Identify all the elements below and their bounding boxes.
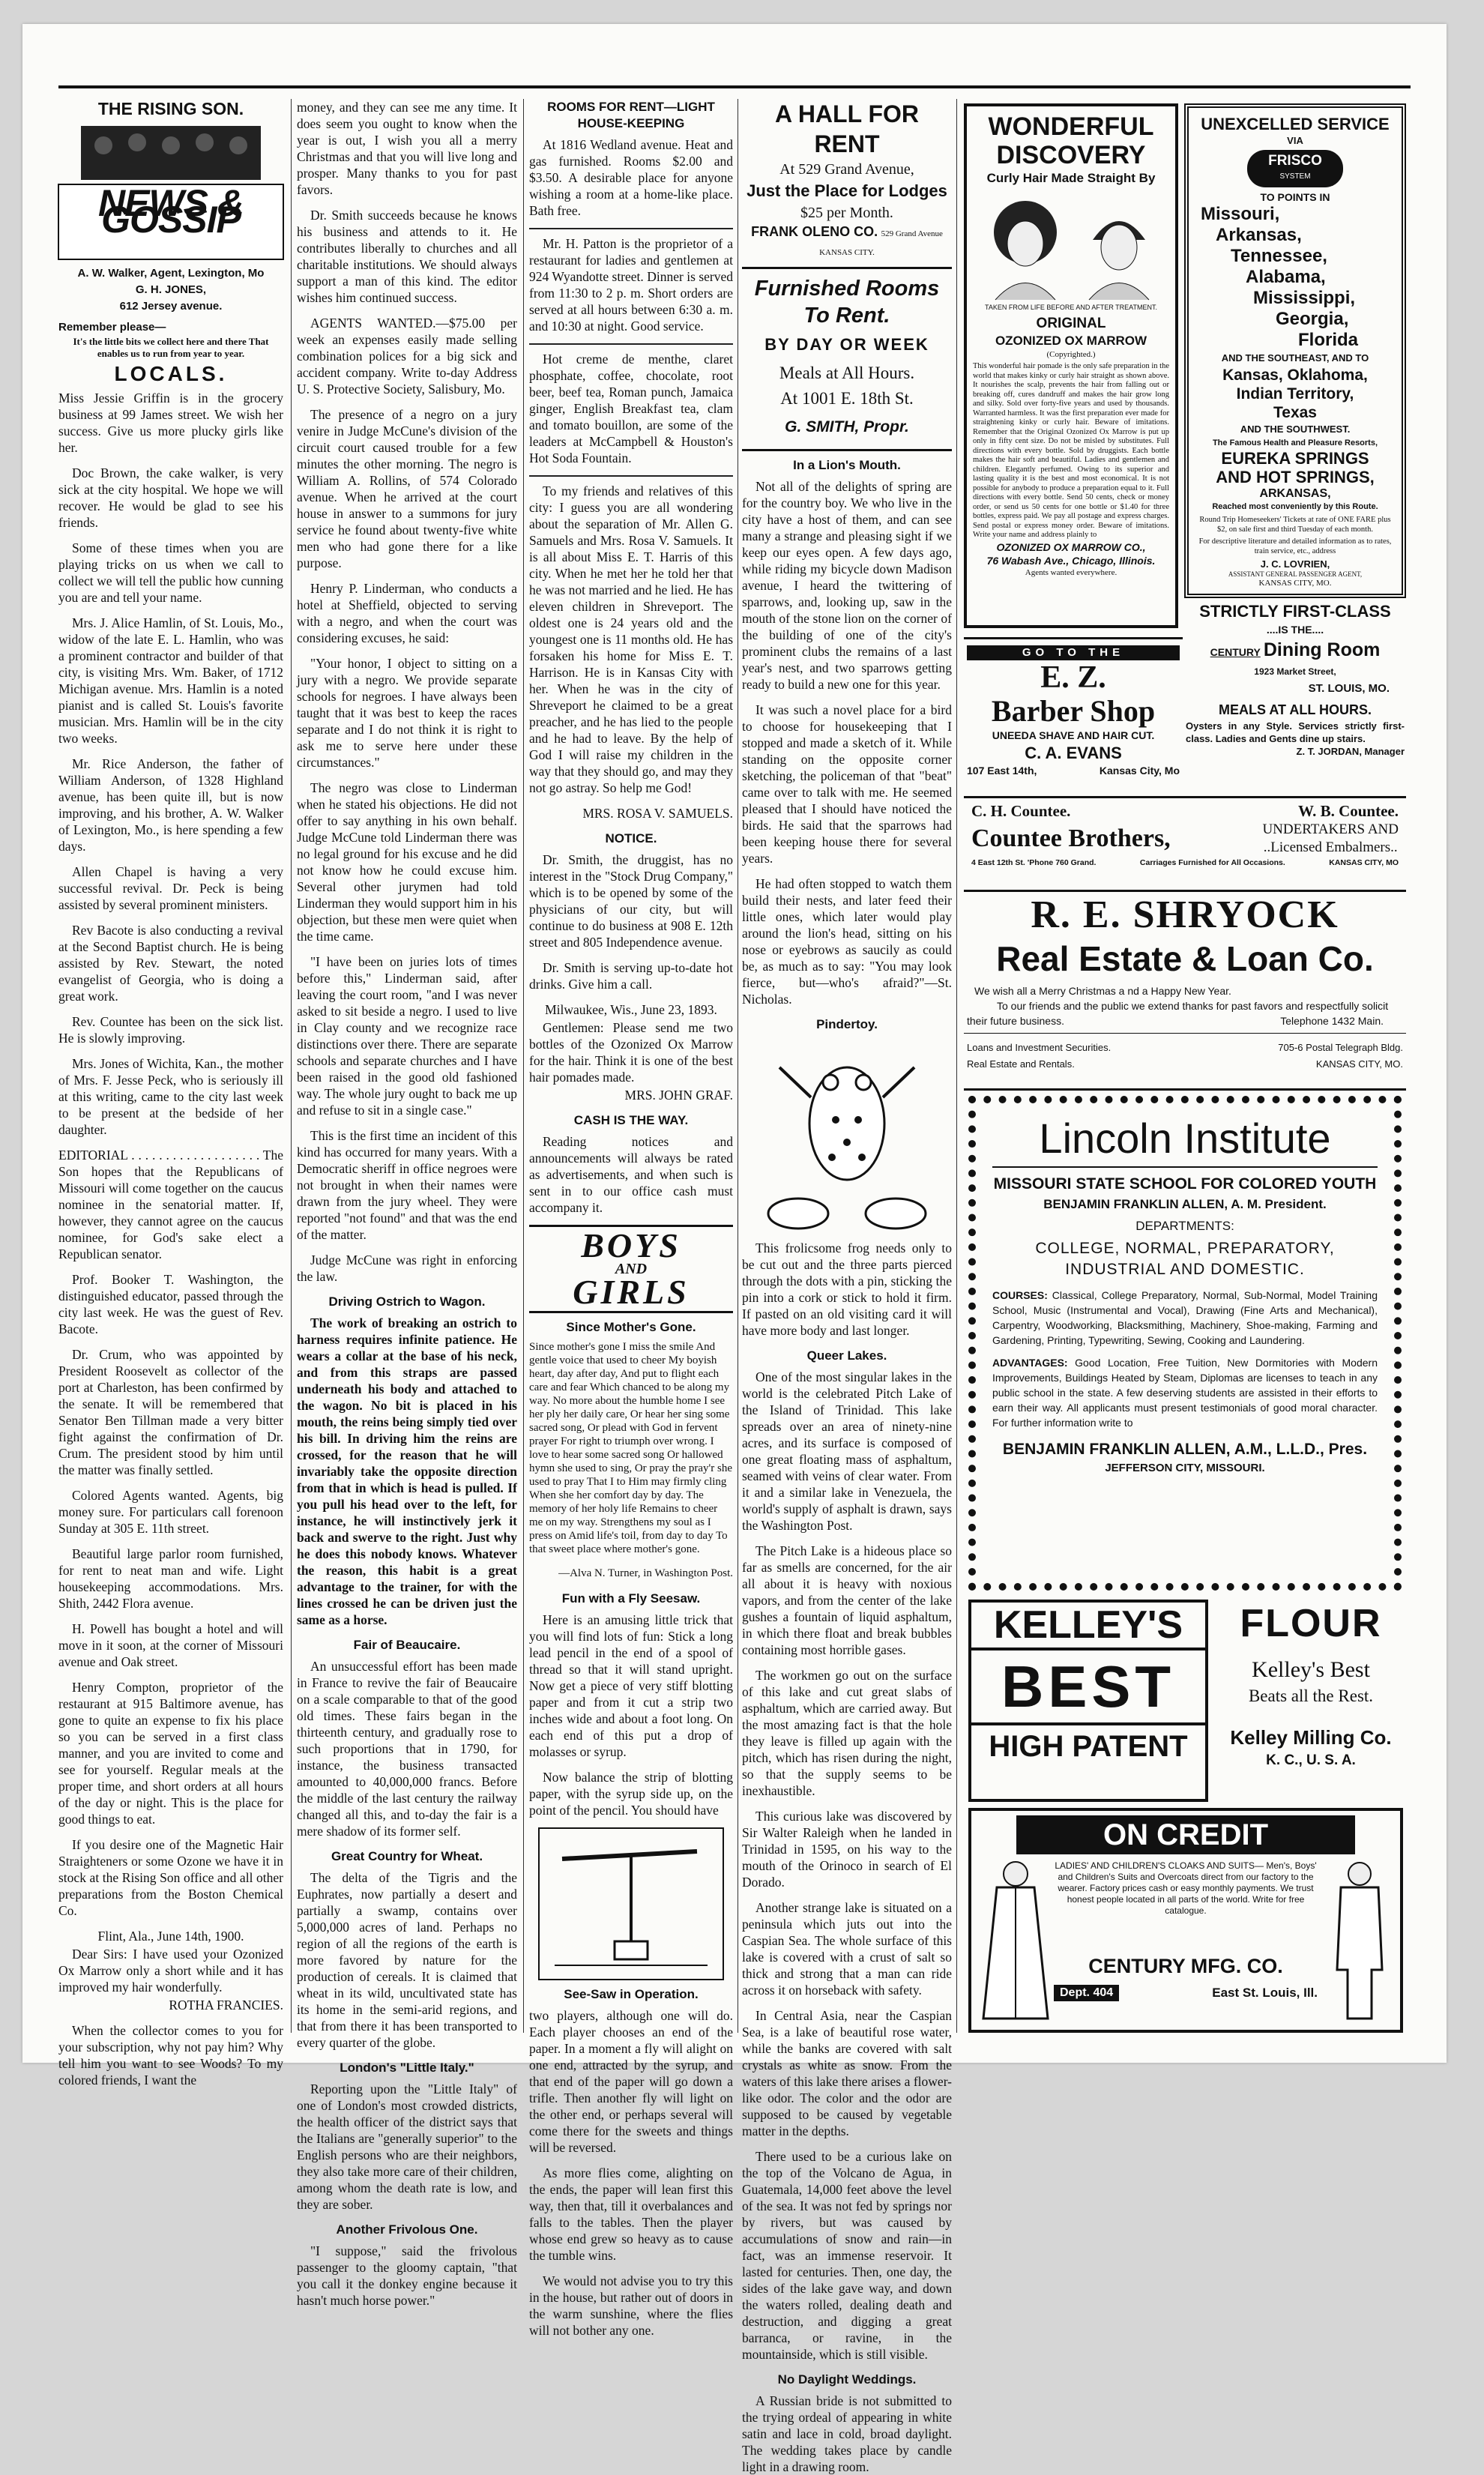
local-item: Allen Chapel is having a very successful revival. Dr. Peck is being assisted by several prominent ministers.	[58, 864, 283, 912]
article-text: "I have been on juries lots of times before this," Linderman said, after leaving the court room, "and I was never asked to sit beside a negro. I used to live in Clay county and we recognize race distinctions over there. There are separate schools and separate churches and I have been raised in the good old fashioned way. The whole jury ought to back me up and refuse to sit in a single case."	[297, 954, 517, 1118]
brand-best: BEST	[971, 1648, 1205, 1725]
ad-body: LADIES' AND CHILDREN'S CLOAKS AND SUITS— Men's, Boys' and Children's Suits and Overcoats direct from our factory to the wearer. Factory prices cash or easy monthly payments. We trust honest people located in all parts of the world. Write for free catalogue.	[1055, 1860, 1317, 1916]
ad-text: ..Licensed Embalmers..	[1263, 839, 1398, 855]
lincoln-institute-ad	[968, 1096, 1402, 1591]
ad-address: 1923 Market Street,	[1254, 666, 1336, 677]
article-heading: NOTICE.	[605, 831, 657, 845]
article-text: Dr. Smith is serving up-to-date hot drinks. Give him a call.	[529, 960, 733, 992]
resort: ARKANSAS,	[1259, 487, 1331, 500]
column-2	[297, 99, 517, 2308]
article-text: This frolicsome frog needs only to be cut out and the three parts pierced through the dots with a pin, sticking the pin into a cork or stick to hold it firm. If pasted on an old visiting card it will have more body and last longer.	[742, 1240, 952, 1338]
destination: Missouri,	[1201, 204, 1280, 224]
ad-text: Reached most conveniently by this Route.	[1212, 502, 1378, 511]
ad-label: ADVANTAGES:	[992, 1357, 1068, 1369]
ad-manager: Z. T. JORDAN, Manager	[1296, 746, 1405, 757]
girls-word: GIRLS	[573, 1273, 690, 1311]
frog-illustration	[742, 1037, 952, 1240]
ad-title: A HALL FOR RENT	[775, 100, 919, 157]
column-divider	[523, 99, 524, 2033]
brand-name: KELLEY'S	[993, 1603, 1183, 1647]
article-text: money, and they can see me any time. It does seem you ought to know when the year is out, I wish you all a merry Christmas and that you will live long and prosper. Many thanks to you for past favors.	[297, 100, 517, 197]
ad-body: This wonderful hair pomade is the only safe preparation in the world that makes kinky or curly hair straight as shown above. It nourishes the scalp, prevents the hair from falling out or breaking off, cures dandruff and makes the hair grow long and silky. Sold over forty-five years and used by thousands. Warranted harmless. It was the first preparation ever made for straightening kinky or curly hair. Beware of imitations. Remember that the Original Ozonized Ox Marrow is put up only in fifty cent size. Do not be misled by substitutes. Full directions with every bottle. Sold by druggists. Each bottle makes the hair soft and beautiful. Ladies and gentlemen and children. Elegantly perfumed. Owing to its superior and lasting quality it is the best and most economical. It is not possible for anybody to produce a preparation equal to it. Full directions with every bottle. Send 50 cents, check or money order, or send us 50 cents for one bottle or $1.40 for three bottles, express paid. We pay all postage and express charges. Send postal or express money order. Beware of imitations. Write your name and address plainly to	[973, 362, 1169, 539]
ad-title: Furnished Rooms	[754, 277, 940, 301]
hall-for-rent-ad	[742, 99, 952, 269]
destination: Kansas, Oklahoma,	[1222, 367, 1368, 384]
letter-body: Dear Sirs: I have used your Ozonized Ox Marrow only a short while and it has improved my hair wonderfully.	[58, 1947, 283, 1995]
article-text: Hot creme de menthe, claret phosphate, coffee, chocolate, root beer, beef tea, Roman punch, Jamaica ginger, English Breakfast tea, clam and tomato bouillon, are some of the leaders at McCampbell & Houston's Hot Soda Fountain.	[529, 352, 733, 465]
destination: Arkansas,	[1216, 225, 1302, 245]
masthead-title: THE RISING SON.	[97, 99, 244, 118]
ad-title: Barber Shop	[991, 694, 1156, 728]
destination: Texas	[1273, 404, 1317, 421]
resort: EUREKA SPRINGS	[1221, 449, 1369, 468]
article-text: The Pitch Lake is a hideous place so far as smells are concerned, for the air all about it is heavy with noxious vapors, and from the center of the lake gushes a fountain of liquid asphaltum, in which there float and break bubbles containing most horrible gases.	[742, 1543, 952, 1657]
ad-address: 705-6 Postal Telegraph Bldg.	[1278, 1042, 1403, 1053]
ad-company: Kelley Milling Co.	[1230, 1726, 1392, 1749]
ad-title: Countee Brothers,	[971, 825, 1171, 852]
article-text: As more flies come, alighting on the ends, the paper will lean first this way, then that, till it overbalances and falls to the tables. Then the player whose end grew so heavy as to cause the tumble wins.	[529, 2165, 733, 2263]
ad-text: The Famous Health and Pleasure Resorts,	[1212, 438, 1378, 447]
article-text: At 1816 Wedland avenue. Heat and gas furnished. Rooms $2.00 and $3.50. A desirable place for anyone wishing a room at a home-like place. Bath free.	[529, 137, 733, 218]
dining-room-ad	[1186, 601, 1405, 793]
ad-company: OZONIZED OX MARROW CO.,	[996, 540, 1146, 553]
shryock-ad	[964, 892, 1406, 1091]
local-item: Colored Agents wanted. Agents, big money sure. For particulars call forenoon Sunday at 305 E. 11th street.	[58, 1488, 283, 1536]
article-text: The presence of a negro on a jury venire in Judge McCune's division of the circuit court caused trouble for a few minutes the other morning. The negro is William A. Rollins, of 574 Colorado avenue. When he arrived at the court house in answer to a summons for jury service he found about twenty-five white men who had gone there for a like purpose.	[297, 407, 517, 570]
ad-contact: ASSISTANT GENERAL PASSENGER AGENT,	[1228, 570, 1363, 578]
ad-address: JEFFERSON CITY, MISSOURI.	[1105, 1462, 1265, 1474]
article-heading: Fair of Beaucaire.	[353, 1638, 461, 1652]
ad-text: $25 per Month.	[800, 205, 893, 221]
ad-title: Real Estate & Loan Co.	[996, 939, 1374, 978]
go-to-banner	[967, 645, 1180, 660]
article-text: Mr. H. Patton is the proprietor of a restaurant for ladies and gentlemen at 924 Wyandotte street. Dinner is served from 11:30 to 2 p. m. Short orders are served at all hours between 6:30 a. m. and 10:30 at night. Good service.	[529, 236, 733, 334]
signature: MRS. ROSA V. SAMUELS.	[582, 806, 733, 821]
article-text: An unsuccessful effort has been made in France to revive the fair of Beaucaire on a scale comparable to that of the good old times. These fairs began in the thirteenth century, and gradually rose to such proportions that in 1790, for instance, the business transacted amounted to 40,000,000 francs. Before the middle of the last century the railway changed all this, and to-day the fair is a mere shadow of its former self.	[297, 1659, 517, 1839]
ad-address: East St. Louis, Ill.	[1212, 1986, 1318, 2000]
article-text: Reading notices and announcements will always be rated as advertisements, and when such is sent in to our office cash must accompany it.	[529, 1134, 733, 1215]
ad-address: K. C., U. S. A.	[1266, 1752, 1356, 1768]
local-item: Doc Brown, the cake walker, is very sick at the city hospital. We hope we will recover. He would be glad to see his friends.	[58, 465, 283, 530]
furnished-rooms-ad	[742, 275, 952, 451]
ad-contact: J. C. LOVRIEN,	[1260, 558, 1330, 570]
boys-word: BOYS	[581, 1226, 681, 1264]
ad-address: 76 Wabash Ave., Chicago, Illinois.	[986, 554, 1156, 567]
local-item: Prof. Booker T. Washington, the distinguished educator, passed through the city last week. He was the guest of Rev. Bacote.	[58, 1272, 283, 1336]
article-text: This is the first time an incident of this kind has occurred for many years. With a Democratic sheriff in office negroes were not brought in when their names were drawn from the jury wheel. They were reported "not found" and that was the end of the matter.	[297, 1128, 517, 1242]
ad-title: UNEXCELLED SERVICE	[1201, 115, 1390, 133]
ad-title: To Rent.	[803, 304, 890, 328]
article-text: The negro was close to Linderman when he stated his objections. He did not offer to say anything in his own behalf. Judge McCune told Linderman there was no legal ground for his excuse and he did not know how he could excuse him. Several other jurymen had told Linderman they would support him in his objection, but these men were quiet when the time came.	[297, 780, 517, 944]
ad-text: Real Estate and Rentals.	[967, 1058, 1075, 1070]
ad-heading: ORIGINAL	[1036, 316, 1106, 331]
article-text: Henry P. Linderman, who conducts a hotel at Sheffield, objected to serving with a negro, and when the court was considering excuses, he said:	[297, 581, 517, 645]
ad-company: CENTURY MFG. CO.	[1088, 1955, 1283, 1977]
ad-departments: COLLEGE, NORMAL, PREPARATORY, INDUSTRIAL AND DOMESTIC.	[1035, 1240, 1335, 1278]
local-item: Mrs. Jones of Wichita, Kan., the mother of Mrs. F. Jesse Peck, who is seriously ill at this writing, came to the city last week to be present at the bedside of her daughter.	[58, 1056, 283, 1137]
local-item: Dr. Crum, who was appointed by President Roosevelt as collector of the port at Charleston, has been confirmed by the senate. It will be remembered that Senator Ben Tillman made a very bitter fight against the confirmation of Dr. Crum. The president stood by him until the matter was finally settled.	[58, 1347, 283, 1477]
ad-title: R. E. SHRYOCK	[1031, 893, 1339, 936]
ad-text: UNEEDA SHAVE AND HAIR CUT.	[992, 729, 1155, 741]
poem-heading: Since Mother's Gone.	[566, 1320, 696, 1334]
remember-text: It's the little bits we collect here and there That enables us to run from year to year.	[73, 336, 269, 359]
ad-text: ....IS THE....	[1266, 624, 1324, 636]
banner-text: NEWS & GOSSIP	[98, 182, 244, 241]
ad-president: BENJAMIN FRANKLIN ALLEN, A. M. President.	[1043, 1197, 1327, 1211]
kelley-logo-box	[968, 1600, 1208, 1802]
ad-courses: Classical, College Preparatory, Normal, Sub-Normal, Model Training School, Music (Instrumental and Vocal), Drawing (Fine Arts and Mechanical), Carpentry, Woodworking, Blacksmithing, Machinery, Shoe-making, Farming and Gardening, Printing, Typewriting, Sewing, Cooking and Laundering.	[992, 1289, 1378, 1346]
local-item: If you desire one of the Magnetic Hair Straighteners or some Ozone we have it in stock at the Rising Son office and all other preparations from the Boston Chemical Co.	[58, 1837, 283, 1918]
article-text: Dr. Smith, the druggist, has no interest in the "Stock Drug Company," which is to be opened by some of the physicians of our city, but will continue to do business at 908 E. 12th street and 805 Independence avenue.	[529, 852, 733, 950]
ad-address: ST. LOUIS, MO.	[1308, 682, 1390, 695]
ad-name: W. B. Countee.	[1298, 802, 1399, 820]
ad-subtitle: Curly Hair Made Straight By	[986, 171, 1156, 185]
locals-heading: LOCALS.	[114, 362, 228, 385]
agent-line: A. W. Walker, Agent, Lexington, Mo	[77, 267, 265, 280]
ad-caption: TAKEN FROM LIFE BEFORE AND AFTER TREATMENT.	[984, 304, 1158, 311]
resort: AND HOT SPRINGS,	[1216, 468, 1375, 486]
ad-note: Agents wanted everywhere.	[1025, 567, 1117, 577]
ad-text: Beats all the Rest.	[1248, 1686, 1374, 1705]
ad-text: At 529 Grand Avenue,	[779, 161, 914, 178]
local-item: Mrs. J. Alice Hamlin, of St. Louis, Mo., widow of the late E. L. Hamlin, who was a prominent contractor and builder of that city, is visiting Mrs. Wm. Baker, of 1712 Michigan avenue. Mrs. Hamlin is a noted pianist and is called St. Louis's favorite musician. Mrs. Hamlin will be in the city two weeks.	[58, 615, 283, 746]
column-divider	[956, 99, 957, 2033]
agent-line: G. H. JONES,	[135, 283, 207, 296]
ad-note: (Copyrighted.)	[1046, 350, 1096, 359]
destination: Tennessee,	[1231, 246, 1327, 266]
ad-advantages: Good Location, Free Tuition, New Dormitories with Modern Improvements, Buildings Heated by Steam, Diplomas are licenses to teach in any public school in the state. A few deserving students are assisted in their efforts to earn their way. All applicants must present testimonials of good moral character. For further information write to	[992, 1357, 1378, 1429]
article-text: AGENTS WANTED.—$75.00 per week an expenses easily made selling combination polices for a big sick and accident company. Write to-day Address U. S. Protective Society, Salisbury, Mo.	[297, 316, 517, 397]
article-heading: Driving Ostrich to Wagon.	[328, 1294, 486, 1309]
ad-dept: Dept. 404	[1054, 1985, 1119, 2001]
article-text: Now balance the strip of blotting paper, with the syrup side up, on the point of the pencil. You should have	[529, 1770, 733, 1818]
masthead-illustration	[58, 120, 283, 262]
ad-text: At 1001 E. 18th St.	[780, 389, 914, 408]
divider	[992, 1166, 1378, 1168]
ad-text: Carriages Furnished for All Occasions.	[1139, 858, 1285, 867]
ad-address: KANSAS CITY, MO	[1329, 858, 1399, 867]
ad-title: E. Z.	[1040, 660, 1106, 695]
article-text: Dr. Smith succeeds because he knows his business and attends to it. He contributes liberally to churches and all charitable institutions. We should always support a man of this kind. The editor wishes him continued success.	[297, 208, 517, 305]
ad-text: We wish all a Merry Christmas a nd a Happy New Year.	[974, 985, 1231, 997]
ad-text: VIA	[1287, 135, 1303, 146]
countee-brothers-ad	[964, 796, 1406, 892]
destination: Indian Territory,	[1236, 385, 1354, 403]
article-heading: No Daylight Weddings.	[777, 2372, 917, 2387]
ad-text: GO TO THE	[1022, 646, 1125, 659]
local-item: Beautiful large parlor room furnished, for rent to neat man and wife. Light housekeeping accommodations. Mrs. Shith, 2442 Flora avenue.	[58, 1546, 283, 1611]
ad-proprietor: G. SMITH, Propr.	[785, 418, 909, 435]
article-text: We would not advise you to try this in the house, but rather out of doors in the warm sunshine, where the flies will not bother any one.	[529, 2273, 733, 2338]
divider	[529, 343, 733, 345]
kelley-flour-ad	[964, 1600, 1406, 1802]
local-item: When the collector comes to you for your subscription, why not pay him? Why tell him you want to see Woods? To my colored friends, I want the	[58, 2023, 283, 2087]
article-text: "Your honor, I object to sitting on a jury with a negro. We provide separate schools for negroes. I have always been taught that it was best to keep the races separate and I do not think it is right to ask me to serve here under these circumstances."	[297, 656, 517, 770]
destination: Alabama,	[1246, 267, 1326, 287]
ad-address: 529 Grand Avenue KANSAS CITY.	[819, 229, 943, 257]
article-text: Reporting upon the "Little Italy" of one of London's most crowded districts, the health officer of the district says that the Italians are "generally superior" to the English persons who are their neighbors, they also take more care of their children, among whom the death rate is low, and they are sober.	[297, 2081, 517, 2212]
ad-title: FLOUR	[1240, 1602, 1382, 1645]
ad-title: WONDERFUL	[988, 112, 1154, 141]
ad-text: UNDERTAKERS AND	[1262, 822, 1399, 837]
article-text: Another strange lake is situated on a peninsula which juts out into the Caspian Sea. The whole surface of this lake is covered with a crust of salt so thick and strong that a man can ride across it on horseback with safety.	[742, 1900, 952, 1998]
on-credit-ad	[968, 1808, 1403, 2033]
logo-text: FRISCO	[1268, 153, 1322, 169]
logo-subtext: SYSTEM	[1279, 172, 1311, 181]
ox-marrow-ad	[964, 103, 1178, 628]
article-text: two players, although one will do. Each player chooses an end of the paper. In a moment a fly will alight on one end, attracted by the syrup, and that end of the paper will go down a trifle. Then another fly will light on the other end, or perhaps several will come there for the sweets and things will be reversed.	[529, 2008, 733, 2155]
letter-place: Milwaukee, Wis., June 23, 1893.	[545, 1002, 717, 1017]
woman-in-cloak-icon	[982, 1857, 1049, 2022]
seesaw-illustration	[538, 1827, 724, 1980]
signature: MRS. JOHN GRAF.	[624, 1088, 733, 1103]
ad-text: For descriptive literature and detailed information as to rates, train service, etc., address	[1198, 537, 1392, 555]
poem-signature: —Alva N. Turner, in Washington Post.	[558, 1567, 733, 1579]
article-heading: CASH IS THE WAY.	[573, 1113, 689, 1127]
barber-shop-ad	[964, 637, 1183, 795]
column-3	[529, 99, 733, 2338]
ad-company: FRANK OLENO CO.	[751, 224, 878, 239]
century-word: CENTURY	[1210, 646, 1261, 658]
frisco-logo-icon	[1247, 150, 1343, 187]
ad-label: COURSES:	[992, 1289, 1048, 1301]
article-heading: Fun with a Fly Seesaw.	[561, 1591, 701, 1606]
article-heading: Great Country for Wheat.	[331, 1849, 483, 1863]
ad-address: 4 East 12th St. 'Phone 760 Grand.	[971, 858, 1097, 867]
ad-text: TO POINTS IN	[1260, 191, 1330, 203]
article-heading: Another Frivolous One.	[336, 2222, 478, 2237]
local-item: Some of these times when you are playing tricks on us when we call to collect we will tell the public how cunning you are and tell your name.	[58, 540, 283, 605]
ad-heading: DEPARTMENTS:	[1135, 1219, 1234, 1233]
ad-text: Oysters in any Style. Services strictly first-class. Ladies and Gents dine up stairs.	[1186, 720, 1405, 744]
local-item: Rev. Countee has been on the sick list. He is slowly improving.	[58, 1014, 283, 1046]
ad-text: MEALS AT ALL HOURS.	[1219, 702, 1372, 717]
column-divider	[291, 99, 292, 2033]
ad-address: KANSAS CITY, MO.	[1315, 1058, 1403, 1070]
ad-title: ON CREDIT	[1016, 1815, 1355, 1854]
article-text: "I suppose," said the frivolous passenger to the gloomy captain, "that you call it the donkey engine because it hasn't much horse power."	[297, 2243, 517, 2308]
article-text: Judge McCune was right in enforcing the law.	[297, 1252, 517, 1284]
caption: See-Saw in Operation.	[564, 1987, 699, 2001]
ad-text: Just the Place for Lodges	[746, 181, 947, 200]
article-text: The work of breaking an ostrich to harness requires infinite patience. He wears a collar at the base of his neck, and from this straps are passed underneath his body and attached to the wagon. No bit is placed in his mouth, the reins being simply tied over his bill. In driving him the reins are crossed, for the reason that he will invariably take the opposite direction from that in which is head is pulled. If you pull his head over to the left, for instance, he will instinctively jerk it back and swerve to the right. Just why he does this nobody knows. Whatever the reason, this habit is a great advantage to the trainer, for with the lines crossed he can be driven just the same as a horse.	[297, 1315, 517, 1627]
ad-contact: KANSAS CITY, MO.	[1258, 579, 1332, 588]
seesaw-icon	[540, 1829, 723, 1976]
article-text: He had often stopped to watch them build their nests, and later feed their little ones, which later would play around the lion's head, sitting on his nose or eyebrows as saucily as could be, as much as to say: "You may look fierce, but—who's afraid?"—St. Nicholas.	[742, 876, 952, 1007]
ad-text: BY DAY OR WEEK	[764, 335, 929, 354]
top-rule	[58, 85, 1411, 88]
ad-address: Kansas City, Mo	[1099, 765, 1180, 777]
ad-address: 107 East 14th,	[967, 765, 1037, 777]
frog-icon	[742, 1037, 952, 1240]
article-text: This curious lake was discovered by Sir Walter Raleigh when he landed in Trinidad in 1595, on his way to the mouth of the Orinoco in search of El Dorado.	[742, 1809, 952, 1890]
destination: Mississippi,	[1253, 288, 1356, 308]
article-heading: Pindertoy.	[816, 1017, 878, 1031]
destination: Georgia,	[1276, 309, 1349, 329]
article-text: There used to be a curious lake on the top of the Volcano de Agua, in Guatemala, 14,000 feet above the level of the sea. It was not fed by springs nor by rivers, but was caused by accumulations of snow and rain—in fact, was an immense reservoir. It lasted for centuries. Then, one day, the sides of the lake gave way, and down the waters rolled, dealing death and destruction, and digging a great barranca, or ravine, in the mountainside, which is still visible.	[742, 2149, 952, 2362]
article-heading: London's "Little Italy."	[340, 2061, 474, 2075]
editorial: EDITORIAL . . . . . . . . . . . . . . . . . . . The Son hopes that the Republicans of Missouri will come together on the caucus nominee in the senatorial matter. If, however, they cannot agree on the caucus nominee, for God's sake elect a Republican senator.	[58, 1148, 283, 1261]
article-heading: Queer Lakes.	[806, 1348, 887, 1363]
destination: Florida	[1298, 330, 1359, 350]
local-item: Mr. Rice Anderson, the father of William Anderson, of 1328 Highland avenue, has been quite ill, but is now improving, and his brother, A. W. Walker of Lexington, Mo., is here spending a few days.	[58, 756, 283, 854]
letter-body: Gentlemen: Please send me two bottles of the Ozonized Ox Marrow for the hair. Think it is one of the best hair pomades made.	[529, 1020, 733, 1085]
divider	[529, 475, 733, 477]
ad-name: C. H. Countee.	[971, 802, 1071, 820]
ad-subtitle: MISSOURI STATE SCHOOL FOR COLORED YOUTH	[993, 1175, 1377, 1193]
remember-heading: Remember please—	[58, 321, 166, 334]
letter-place: Flint, Ala., June 14th, 1900.	[97, 1929, 244, 1944]
ad-title: DISCOVERY	[996, 141, 1146, 169]
frisco-ad	[1184, 103, 1406, 598]
article-text: One of the most singular lakes in the world is the celebrated Pitch Lake of the Island of Trinidad. This lake spreads over an area of ninety-nine acres, and its surface is composed of one great floating mass of asphaltum, seamed with veins of clear water. From it and a similar lake in Venezuela, the world's supply of asphalt is drawn, says the Washington Post.	[742, 1369, 952, 1533]
local-item: Henry Compton, proprietor of the restaurant at 915 Baltimore avenue, has gone to quite an expense to fix his place so you can be served in a first class manner, and you are invited to come and see for yourself. Regular meals at the proper time, and short orders at all hours of the day or night. This is the place for good things to eat.	[58, 1680, 283, 1827]
ad-text: Round Trip Homeseekers' Tickets at rate of ONE FARE plus $2, on sale first and third Tuesday of each month.	[1199, 516, 1391, 534]
local-item: Rev Bacote is also conducting a revival at the Second Baptist church. He is being assisted by Rev. Stewart, the noted evangelist of Georgia, who is doing a great work.	[58, 923, 283, 1004]
article-text: In Central Asia, near the Caspian Sea, is a lake of beautiful rose water, while the banks are covered with salt crystals as white as snow. From the waters of this lake there arises a flower-like odor. The color and the odor are supposed to be caused by vegetable matter in the depths.	[742, 2008, 952, 2138]
ad-text: Kelley's Best	[1252, 1657, 1370, 1682]
brand-tagline: HIGH PATENT	[989, 1730, 1188, 1763]
ad-heading: OZONIZED OX MARROW	[995, 334, 1147, 348]
boys-and-girls-header	[529, 1225, 733, 1313]
before-after-portraits-icon	[973, 187, 1169, 300]
article-heading: ROOMS FOR RENT—LIGHT HOUSE-KEEPING	[547, 100, 715, 130]
local-item: Miss Jessie Griffin is in the grocery business at 99 James street. We wish her success. Give us more plucky girls like her.	[58, 391, 283, 455]
local-item: H. Powell has bought a hotel and will move in it soon, at the corner of Missouri avenue and Oak street.	[58, 1621, 283, 1669]
ad-text: AND THE SOUTHEAST, AND TO	[1221, 352, 1369, 364]
and-word: AND	[615, 1261, 648, 1277]
article-text: Not all of the delights of spring are for the country boy. We who live in the city have a host of them, and can see many a strange and pleasing sight if we keep our eyes open. A few days ago, while riding my bicycle down Madison avenue, I heard the twittering of sparrows, and, looking up, saw in the mouth of the stone lion on the corner of the building of one of the city's prominent clubs the remains of a last year's nest, and two sparrows getting ready to build a new one for this year.	[742, 479, 952, 692]
man-in-coat-icon	[1330, 1857, 1390, 2022]
ad-text: AND THE SOUTHWEST.	[1240, 423, 1351, 435]
article-text: Here is an amusing little trick that you will find lots of fun: Stick a long lead pencil in the end of a spool of thread so that it will stand upright. Now get a piece of very stiff blotting paper and from it cut a strip two inches wide and about a foot long. On each end of this put a drop of molasses or syrup.	[529, 1612, 733, 1759]
ad-text: To our friends and the public we extend thanks for past favors and respectfully solicit their future business.	[967, 1000, 1389, 1027]
ad-text: Loans and Investment Securities.	[967, 1042, 1112, 1053]
article-text: A Russian bride is not submitted to the trying ordeal of appearing in white satin and lace in cold, broad daylight. The wedding takes place by candle light in a drawing room.	[742, 2393, 952, 2474]
divider	[529, 228, 733, 229]
column-4	[742, 99, 952, 2474]
ad-contact: BENJAMIN FRANKLIN ALLEN, A.M., L.L.D., Pres.	[1002, 1441, 1368, 1458]
ad-title: STRICTLY FIRST-CLASS	[1199, 602, 1391, 621]
ad-proprietor: C. A. EVANS	[1025, 744, 1122, 762]
ad-text: Meals at All Hours.	[779, 364, 915, 382]
newspaper-page	[22, 24, 1447, 2474]
article-text: It was such a novel place for a bird to choose for housekeeping that I stopped and made a sketch of it. While standing on the opposite corner sketching, the policeman of that "beat" came over to talk with me. He seemed pleased that I should have noticed the birds. He said that the sparrows had been keeping house there for several years.	[742, 702, 952, 866]
article-heading: In a Lion's Mouth.	[793, 458, 901, 472]
letter-signature: ROTHA FRANCIES.	[169, 1998, 283, 2013]
agent-line: 612 Jersey avenue.	[119, 300, 223, 313]
poem-text: Since mother's gone I miss the smile And gentle voice that used to cheer My boyish heart, day after day, And put to flight each care and fear Which chanced to be along my way. No more about the humble home I see her ply her daily care, Or hear her sing some sacred song, Or plead with God in fervent prayer For right to triumph over wrong. I love to hear some sacred song Or hallowed hymn she used to sing, Or pray the pray'r she used to pray That I to Him may firmly cling When she her comfort day by day. The memory of her holy life Remains to cheer me on my way. Strengthens my soul as I press on Amid life's toil, from day to day To that sweet place where mother's gone.	[529, 1341, 732, 1555]
article-text: The workmen go out on the surface of this lake and cut great slabs of asphaltum, which are carried away. But the most amazing fact is that the hole they leave is filled up again with the pitch, which has risen during the night, so that the supply seems to be inexhaustible.	[742, 1668, 952, 1798]
column-1	[58, 99, 283, 2087]
ad-title: Lincoln Institute	[1039, 1115, 1331, 1162]
ad-phone: Telephone 1432 Main.	[1280, 1015, 1384, 1027]
article-text: The delta of the Tigris and the Euphrates, now partially a desert and partially a swamp, contains over 5,000,000 acres of land. Perhaps no region of all the regions of the earth is more favored by nature for the production of cereals. It is claimed that wheat in its wild, uncultivated state has its home in the semi-arid regions, and that from there it has been transported to every quarter of the globe.	[297, 1870, 517, 2050]
article-text: To my friends and relatives of this city: I guess you are all wondering about the separation of Mr. Allen G. Samuels and Mrs. Rosa V. Samuels. It is all about Miss E. T. Harris of this city. When he met her he told her that he was not married and he lied. He has eleven children in Shreveport. The oldest one is 24 years old and the youngest one is 11 months old. He has forsaken his home for Miss E. T. Harrison. He is in Kansas City with her. When he was in the city of Shreveport he claimed to be a great preacher, and he has lied to the people and he had to leave. By the help of God I will raise my children in the way that they should go, and may they not go astray. So help me God!	[529, 483, 733, 795]
ad-title: Dining Room	[1263, 639, 1381, 660]
